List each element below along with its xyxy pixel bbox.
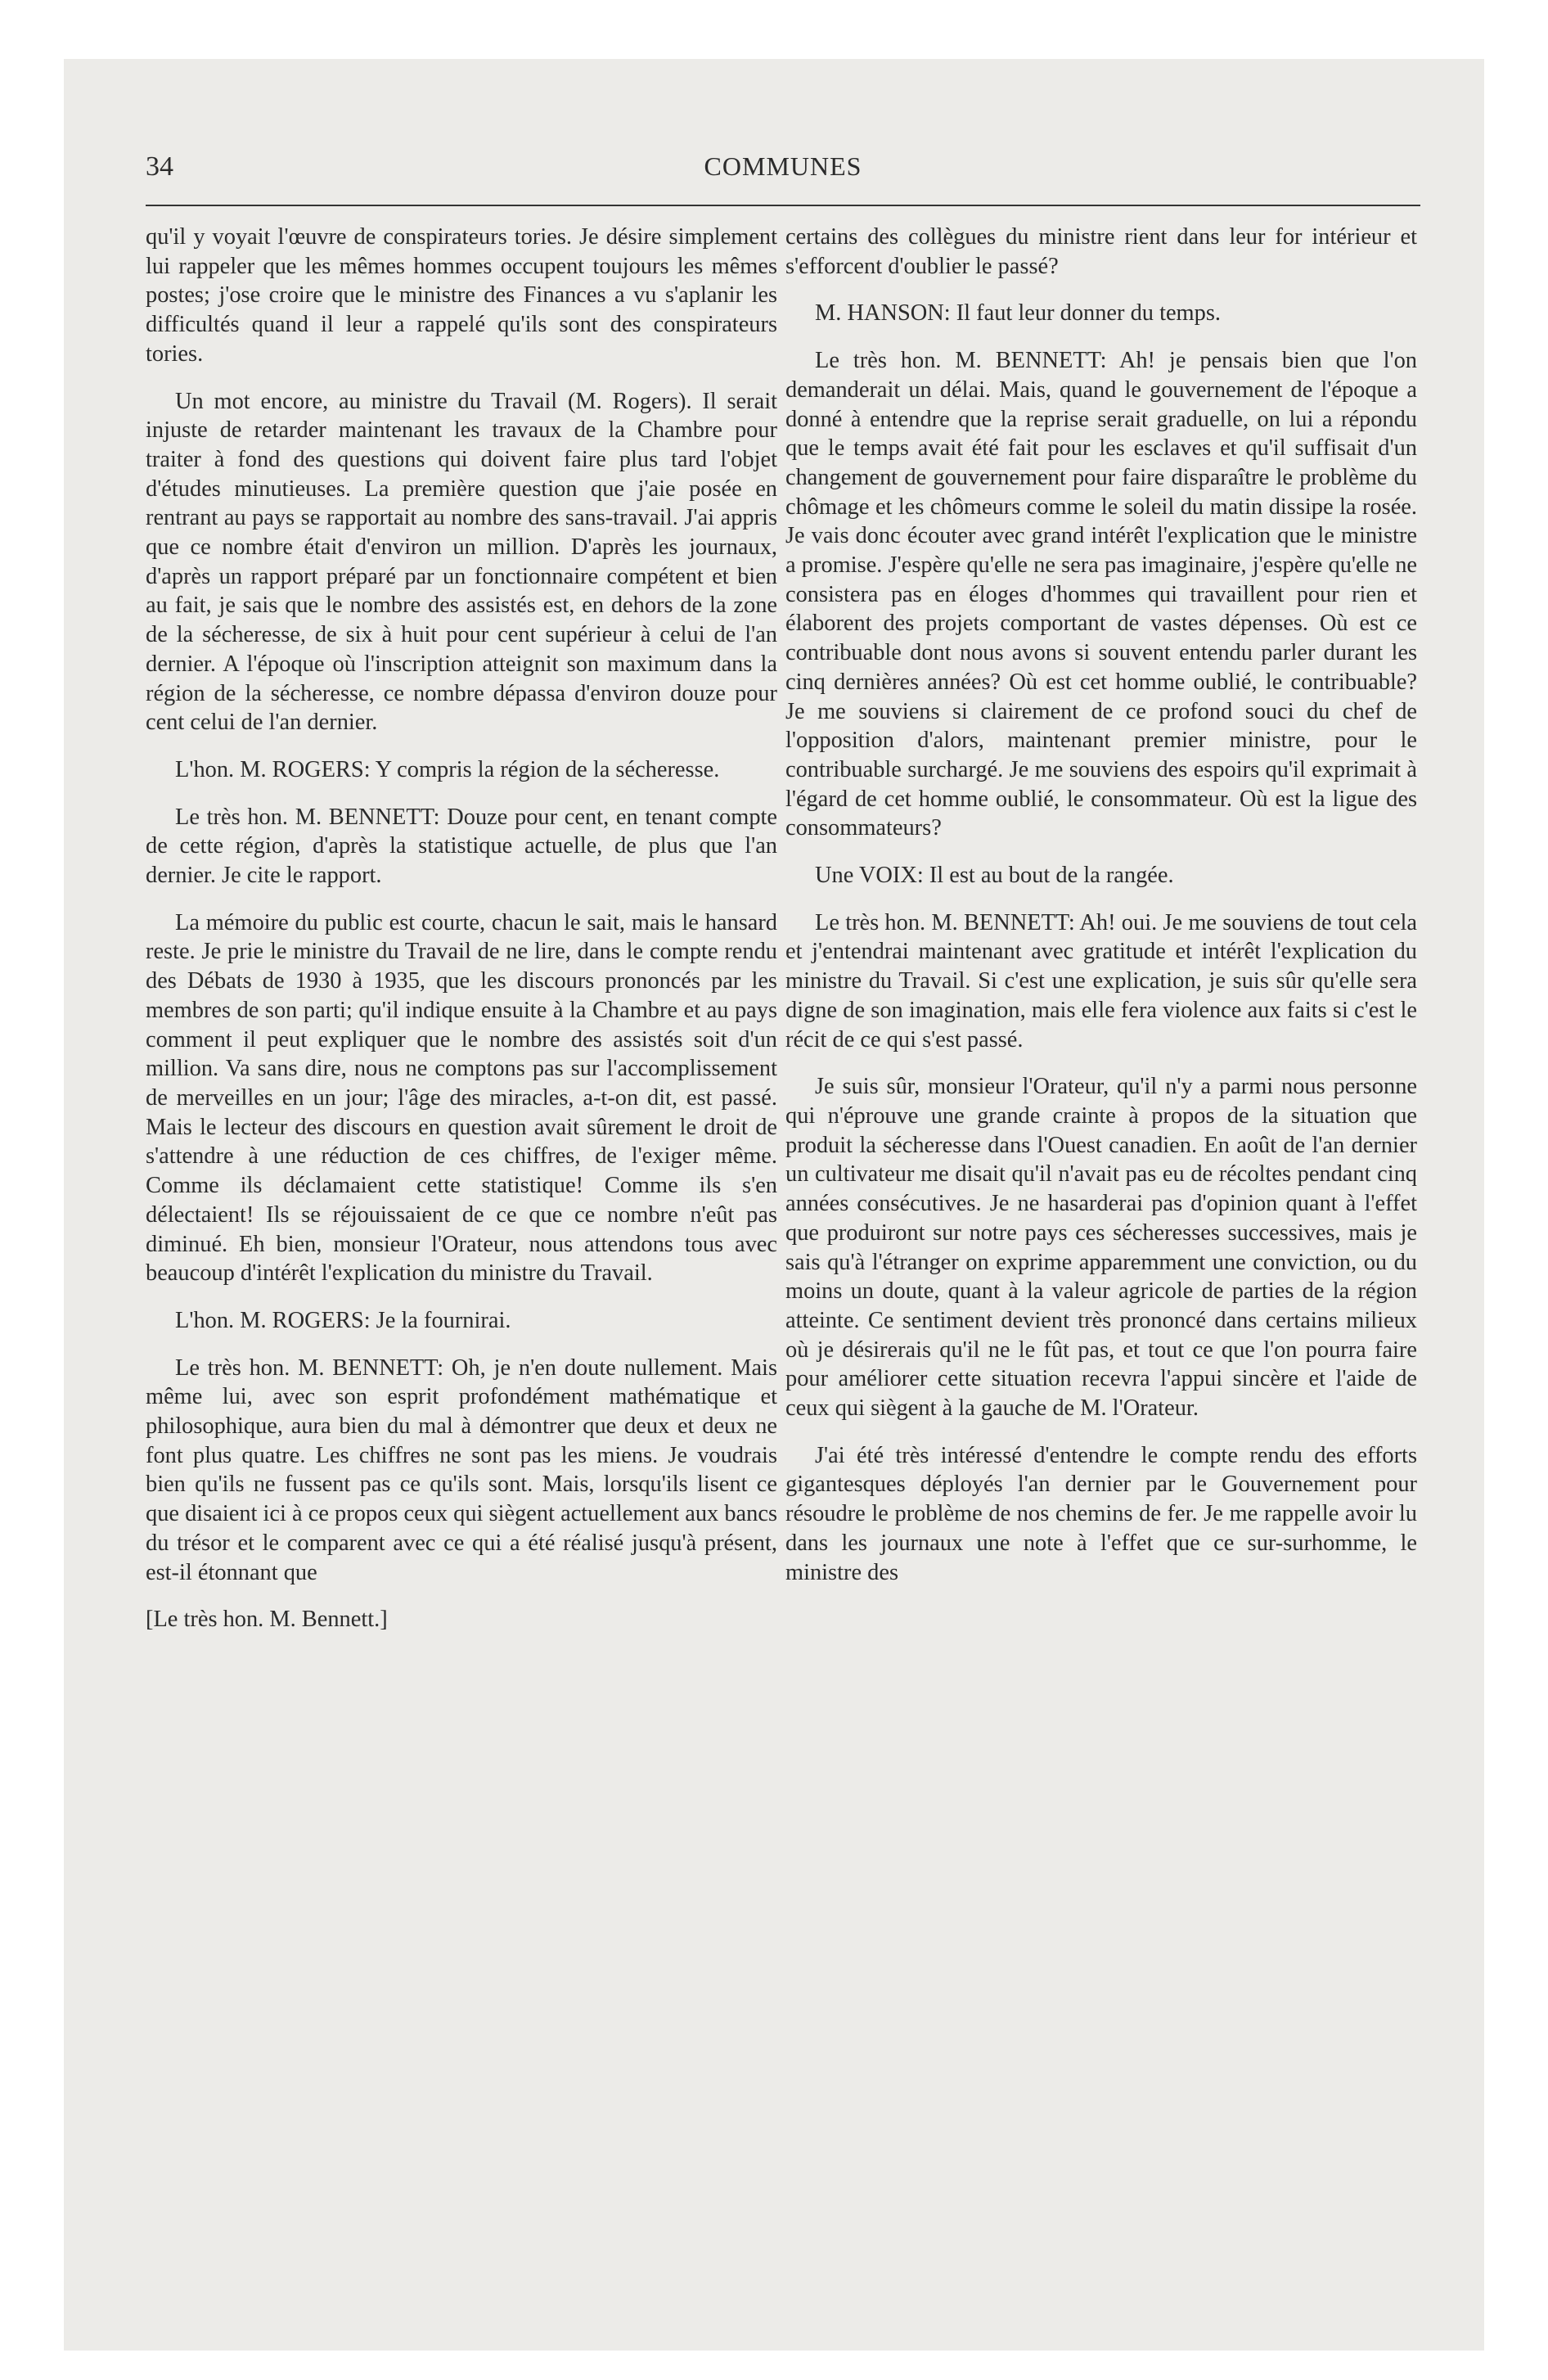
paragraph: Je suis sûr, monsieur l'Orateur, qu'il n'y a parmi nous personne qui n'éprouve une grande crainte à propos de la situation que produit la sécheresse dans l'Ouest canadien. En août de l'an dernier un cultivateur me disait qu'il n'avait pas eu de récoltes pendant cinq années consécutives. Je ne hasarderai pas d'opinion quant à l'effet que produiront sur notre pays ces sécheresses successives, mais je sais qu'à l'étranger on exprime apparemment une conviction, ou du moins un doute, quant à la valeur agricole de parties de la région atteinte. Ce sentiment devient très prononcé dans certains milieux où je désirerais qu'il ne le fût pas, et tout ce que l'on pourra faire pour améliorer cette situation recevra l'appui sincère et l'aide de ceux qui siègent à la gauche de M. l'Orateur.	[785, 1074, 1417, 1422]
paragraph: Une VOIX: Il est au bout de la rangée.	[815, 863, 1174, 889]
paragraph: Le très hon. M. BENNETT: Oh, je n'en doute nullement. Mais même lui, avec son esprit profondément mathématique et philosophique, aura bien du mal à démontrer que deux et deux ne font plus quatre. Les chiffres ne sont pas les miens. Je voudrais bien qu'ils ne fussent pas ce qu'ils sont. Mais, lorsqu'ils lisent ce que disaient ici à ce propos ceux qui siègent actuellement aux bancs du trésor et le comparent avec ce qui a été réalisé jusqu'à présent, est-il étonnant que	[146, 1355, 777, 1585]
running-title: COMMUNES	[704, 151, 862, 181]
paragraph: Le très hon. M. BENNETT: Ah! je pensais bien que l'on demanderait un délai. Mais, quand le gouvernement de l'époque a donné à entendre que la reprise serait graduelle, on lui a répondu que le temps avait été fait pour les esclaves et qu'il suffisait d'un changement de gouvernement pour faire disparaître le problème du chômage et les chômeurs comme le soleil du matin dissipe la rosée. Je vais donc écouter avec grand intérêt l'explication que le ministre a promise. J'espère qu'elle ne sera pas imaginaire, j'espère qu'elle ne consistera pas en éloges d'hommes qui travaillent pour rien et élaborent des projets comportant de vastes dépenses. Où est ce contribuable dont nous avons si souvent entendu parler durant les cinq dernières années? Où est cet homme oublié, le contribuable? Je me souviens si clairement de ce profond souci du chef de l'opposition d'alors, maintenant premier ministre, pour le contribuable surchargé. Je me souviens des espoirs qu'il exprimait à l'égard de cet homme oublié, le consommateur. Où est la ligue des consommateurs?	[785, 348, 1417, 841]
paragraph: J'ai été très intéressé d'entendre le compte rendu des efforts gigantesques déployés l'an dernier par le Gouvernement pour résoudre le problème de nos chemins de fer. Je me rappelle avoir lu dans les journaux une note à l'effet que ce sur-surhomme, le ministre des	[785, 1442, 1417, 1585]
right-column	[785, 223, 1417, 1605]
page-header	[146, 151, 1420, 201]
paragraph: La mémoire du public est courte, chacun le sait, mais le hansard reste. Je prie le ministre du Travail de ne lire, dans le compte rendu des Débats de 1930 à 1935, que les discours prononcés par les membres de son parti; qu'il indique ensuite à la Chambre et au pays comment il peut expliquer que le nombre des assistés soit d'un million. Va sans dire, nous ne comptons pas sur l'accomplissement de merveilles en un jour; l'âge des miracles, a-t-on dit, est passé. Mais le lecteur des discours en question avait sûrement le droit de s'attendre à une réduction de ces chiffres, de l'exiger même. Comme ils déclamaient cette statistique! Comme ils s'en délectaient! Ils se réjouissaient de ce que ce nombre n'eût pas diminué. Eh bien, monsieur l'Orateur, nous attendons tous avec beaucoup d'intérêt l'explication du ministre du Travail.	[146, 909, 777, 1287]
paragraph: Un mot encore, au ministre du Travail (M. Rogers). Il serait injuste de retarder maintenant les travaux de la Chambre pour traiter à fond des questions qui doivent faire plus tard l'objet d'études minutieuses. La première question que j'aie posée en rentrant au pays se rapportait au nombre des sans-travail. J'ai appris que ce nombre était d'environ un million. D'après les journaux, d'après un rapport préparé par un fonctionnaire compétent et bien au fait, je sais que le nombre des assistés est, en dehors de la zone de la sécheresse, de six à huit pour cent supérieur à celui de l'an dernier. A l'époque où l'inscription atteignit son maximum dans la région de la sécheresse, ce nombre dépassa d'environ douze pour cent celui de l'an dernier.	[146, 388, 777, 736]
paragraph: L'hon. M. ROGERS: Je la fournirai.	[175, 1307, 511, 1333]
paragraph: qu'il y voyait l'œuvre de conspirateurs tories. Je désire simplement lui rappeler que les mêmes hommes occupent toujours les mêmes postes; j'ose croire que le ministre des Finances a vu s'aplanir les difficultés quand il leur a rappelé qu'ils sont des conspirateurs tories.	[146, 224, 777, 367]
page-number: 34	[146, 151, 173, 182]
paragraph: L'hon. M. ROGERS: Y compris la région de la sécheresse.	[175, 756, 720, 782]
paragraph: Le très hon. M. BENNETT: Ah! oui. Je me souviens de tout cela et j'entendrai maintenant avec gratitude et intérêt l'explication du ministre du Travail. Si c'est une explication, je suis sûr qu'elle sera digne de son imagination, mais elle fera violence aux faits si c'est le récit de ce qui s'est passé.	[785, 909, 1417, 1053]
header-rule	[146, 205, 1420, 206]
speaker-footer: [Le très hon. M. Bennett.]	[146, 1607, 388, 1633]
left-column	[146, 223, 777, 1652]
paragraph: Le très hon. M. BENNETT: Douze pour cent, en tenant compte de cette région, d'après la statistique actuelle, de plus que l'an dernier. Je cite le rapport.	[146, 804, 777, 889]
paragraph: certains des collègues du ministre rient dans leur for intérieur et s'efforcent d'oublier le passé?	[785, 224, 1417, 279]
paragraph: M. HANSON: Il faut leur donner du temps.	[815, 300, 1221, 327]
